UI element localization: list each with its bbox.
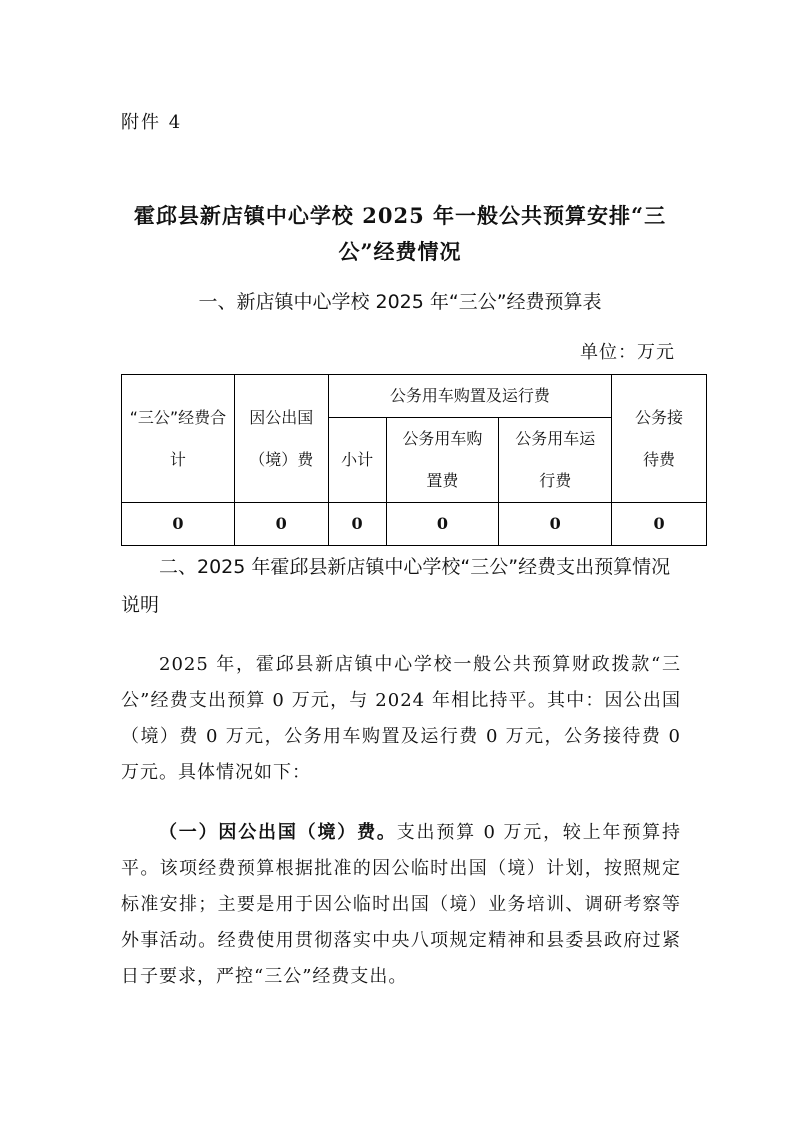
document-title: 霍邱县新店镇中心学校 2025 年一般公共预算安排“三公”经费情况 xyxy=(133,203,667,264)
paragraph-abroad-expense xyxy=(121,815,681,995)
header-vehicle-group: 公务用车购置及运行费 xyxy=(328,375,611,418)
three-public-budget-table xyxy=(121,374,707,546)
header-vehicle-operation: 公务用车运行费 xyxy=(499,418,612,503)
paragraph-abroad-lead: （一）因公出国（境）费。 xyxy=(159,822,397,843)
paragraph-abroad-body: 支出预算 0 万元，较上年预算持平。该项经费预算根据批准的因公临时出国（境）计划，按照规定标准安排；主要是用于因公临时出国（境）业务培训、调研考察等外事活动。经费使用贯彻落实中央八项规定精神和县委县政府过紧日子要求，严控“三公”经费支出。 xyxy=(121,822,681,987)
value-total: 0 xyxy=(122,503,235,546)
header-abroad: 因公出国（境）费 xyxy=(234,375,328,503)
paragraph-summary: 2025 年，霍邱县新店镇中心学校一般公共预算财政拨款“三公”经费支出预算 0 万元，与 2024 年相比持平。其中：因公出国（境）费 0 万元，公务用车购置及运行费 0 万元，公务接待费 0 万元。具体情况如下： xyxy=(121,654,681,783)
attachment-label: 附件 4 xyxy=(121,112,183,133)
header-vehicle-purchase: 公务用车购置费 xyxy=(386,418,499,503)
section-2-heading: 二、2025 年霍邱县新店镇中心学校“三公”经费支出预算情况说明 xyxy=(121,556,671,616)
section-1-heading: 一、新店镇中心学校 2025 年“三公”经费预算表 xyxy=(198,291,602,313)
value-vehicle-operation: 0 xyxy=(499,503,612,546)
value-vehicle-purchase: 0 xyxy=(386,503,499,546)
value-subtotal: 0 xyxy=(328,503,386,546)
header-reception: 公务接待费 xyxy=(612,375,707,503)
unit-label: 单位：万元 xyxy=(580,342,675,363)
value-reception: 0 xyxy=(612,503,707,546)
header-subtotal: 小计 xyxy=(328,418,386,503)
header-total: “三公”经费合计 xyxy=(122,375,235,503)
value-abroad: 0 xyxy=(234,503,328,546)
